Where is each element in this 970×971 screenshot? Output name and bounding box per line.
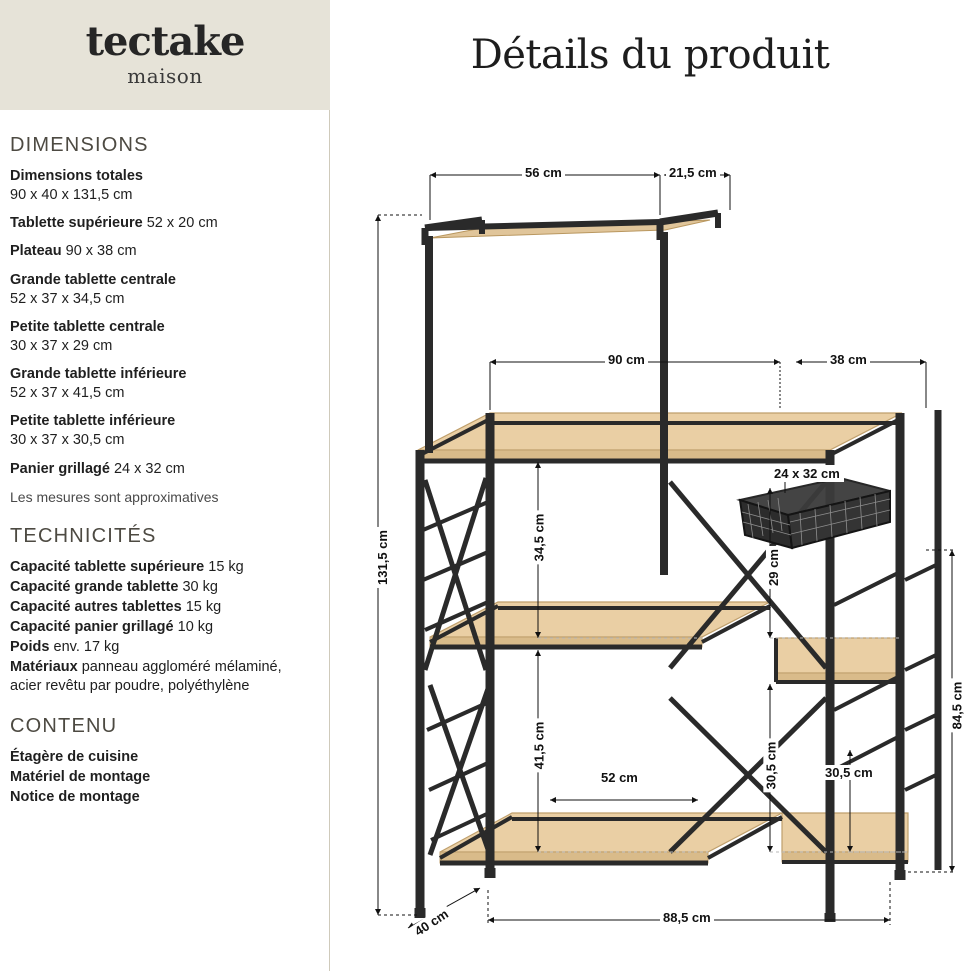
tech-row-capacity-basket <box>10 618 312 637</box>
tech-label: Capacité autres tablettes <box>10 598 182 615</box>
drawing-svg <box>330 110 970 971</box>
spec-value: 52 x 37 x 41,5 cm <box>10 385 125 402</box>
tech-value: 30 kg <box>182 578 218 595</box>
tech-label: Matériaux <box>10 659 78 676</box>
content-label: Notice de montage <box>10 788 140 805</box>
dim-worktop-depth: 38 cm <box>827 352 870 367</box>
spec-label: Grande tablette inférieure <box>10 366 187 382</box>
section-heading-dimensions: DIMENSIONS <box>10 134 149 156</box>
tech-value: panneau aggloméré mélaminé, acier revêtu par poudre, polyéthylène <box>10 659 282 695</box>
spec-value: 52 x 37 x 34,5 cm <box>10 290 125 307</box>
spec-row-small-center-shelf <box>10 318 312 356</box>
specifications-column <box>0 110 330 971</box>
wire-basket <box>740 478 890 548</box>
dim-basket-clearance: 29 cm <box>766 546 781 589</box>
tech-row-materials <box>10 658 312 696</box>
brand-subline: maison <box>127 64 203 88</box>
content-item <box>10 788 312 807</box>
dim-side-height: 84,5 cm <box>949 679 964 733</box>
spec-label: Petite tablette inférieure <box>10 413 176 430</box>
tech-label: Capacité panier grillagé <box>10 619 174 635</box>
tech-value: 10 kg <box>177 619 214 635</box>
dim-small-shelf-depth: 30,5 cm <box>822 765 876 780</box>
spec-label: Dimensions totales <box>10 168 143 184</box>
tech-label: Poids <box>10 639 50 656</box>
dim-top-shelf-width: 56 cm <box>522 165 565 180</box>
dim-total-height: 131,5 cm <box>375 527 390 588</box>
dim-base-depth: 40 cm <box>409 905 453 941</box>
spec-value: 90 x 40 x 131,5 cm <box>10 187 133 204</box>
dim-lower-large-height: 41,5 cm <box>531 719 546 773</box>
tech-row-weight <box>10 638 312 657</box>
content-item <box>10 768 312 787</box>
spec-value: 30 x 37 x 30,5 cm <box>10 432 125 449</box>
spec-value: 52 x 20 cm <box>146 215 218 232</box>
dimensions-note: Les mesures sont approximatives <box>10 488 219 505</box>
spec-label: Panier grillagé <box>10 460 110 477</box>
dim-mid-large-height: 34,5 cm <box>531 511 546 565</box>
tech-label: Capacité tablette supérieure <box>10 558 205 575</box>
section-heading-contenu: CONTENU <box>10 714 118 737</box>
spec-value: 30 x 37 x 29 cm <box>10 337 113 354</box>
spec-row-large-center-shelf <box>10 271 312 309</box>
page-title: Détails du produit <box>470 32 830 78</box>
content-label: Matériel de montage <box>10 768 151 785</box>
brand-logo-panel <box>0 0 330 110</box>
tech-row-capacity-large-shelf <box>10 578 312 597</box>
spec-row-worktop <box>10 242 312 261</box>
dim-shelf-width: 52 cm <box>598 770 641 785</box>
dim-top-shelf-depth: 21,5 cm <box>666 165 720 180</box>
contents-list <box>10 748 312 807</box>
spec-row-wire-basket <box>10 460 312 479</box>
dim-worktop-width: 90 cm <box>605 352 648 367</box>
section-heading-technicites: TECHNICITÉS <box>10 524 157 547</box>
tech-value: 15 kg <box>185 598 222 615</box>
spec-row-total-dimensions <box>10 167 312 205</box>
tech-value: env. 17 kg <box>53 639 120 656</box>
dim-base-width: 88,5 cm <box>660 910 714 925</box>
basket-size-callout: 24 x 32 cm <box>770 465 844 482</box>
tech-row-capacity-other-shelves <box>10 598 312 617</box>
brand-name: tectake <box>85 18 245 65</box>
technical-list <box>10 558 312 697</box>
spec-value: 90 x 38 cm <box>65 243 137 260</box>
tech-value: 15 kg <box>208 558 244 575</box>
spec-label: Grande tablette centrale <box>10 271 176 288</box>
spec-row-top-shelf <box>10 214 312 233</box>
tech-label: Capacité grande tablette <box>10 578 179 595</box>
spec-label: Petite tablette centrale <box>10 318 165 335</box>
spec-value: 24 x 32 cm <box>113 460 185 477</box>
content-label: Étagère de cuisine <box>10 748 139 765</box>
spec-row-large-lower-shelf <box>10 365 312 403</box>
tech-row-capacity-top-shelf <box>10 558 312 577</box>
content-item <box>10 748 312 767</box>
product-technical-drawing <box>330 110 970 971</box>
spec-label: Tablette supérieure <box>10 215 143 232</box>
dim-small-shelf-height: 30,5 cm <box>763 739 778 793</box>
spec-label: Plateau <box>10 243 62 260</box>
spec-row-small-lower-shelf <box>10 412 312 450</box>
